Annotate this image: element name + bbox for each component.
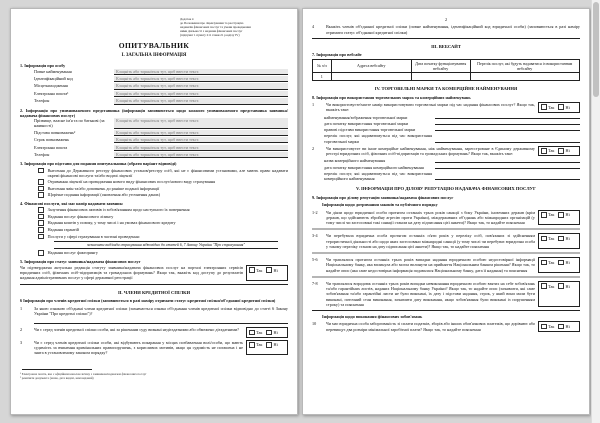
fill-in-label: перелік послуг, які надаватимуться під час використання комерційного найменування [324,170,432,182]
question-8-2 [312,146,580,157]
s4-heading: 4. Фінансові послуги, які має намір надавати заявник: [20,200,124,206]
question-8-1 [312,102,580,113]
text-input[interactable]: Клацніть або торкніться тут, щоб ввести текст. [114,137,288,143]
field-full-name [34,69,288,75]
yes-option[interactable] [249,330,262,336]
no-label: Ні [565,283,570,289]
checkbox[interactable] [38,192,44,198]
field-label: Підстава повноважень² [34,129,76,135]
appendix-line: (підпункт 1 пункту 211 глави 21 розділу IV) [180,33,240,37]
field-label: Місцезнаходження [34,83,68,89]
yes-checkbox[interactable] [541,148,547,154]
question-6-3 [20,340,288,356]
question-text: Чи перебувала юридична особа протягом останніх п'яти років у переліку осіб, пов'язаних зі здійсненням терористичної діяльності або щодо яких застосовано міжнародні санкції (у тому числі чи перебуває юридична особа у такому переліку станом на дату підписання цієї анкети)? Якщо так, то надайте пояснення [326,233,535,249]
question-number: 1-2 [312,209,318,215]
fill-in-row [324,127,580,132]
insurance-type-note: зазначити вид/види страхування відповідно до статей 6, 7 Закону України "Про страхування" [54,241,278,249]
text-input[interactable]: Клацніть або торкніться тут, щоб ввести текст. [114,145,288,151]
footnote-2: ² реквізити документа (назва, дата видачі, ким виданий) [20,376,94,381]
yes-no-box[interactable] [538,102,580,113]
question-number: 3 [20,339,23,345]
checkbox-item [38,250,288,256]
yes-option[interactable] [541,212,554,218]
footnote-1: ¹ Електронна пошта, яка є офіційним каналом зв'язку з заявником/надавачем фінансових послуг [20,372,147,377]
no-checkbox[interactable] [558,104,564,110]
no-option[interactable] [558,104,569,110]
checkbox-label: Надання послуг факторингу [47,249,98,255]
field-rep-term [34,137,288,143]
fill-in-row [324,115,580,120]
services-cell[interactable] [470,72,579,80]
checkbox-label: Надання гарантій [47,226,79,232]
yes-label: Так [548,324,555,330]
s7-heading: 7. Інформація про вебсайт [312,52,362,58]
yes-no-box[interactable] [246,265,288,281]
question-number: 1 [312,101,315,107]
field-rep-phone [34,152,288,158]
section-4-title: IV. ТОРГОВЕЛЬНІ МАРКИ ТА КОМЕРЦІЙНЕ НАЙМЕНУВАННЯ [374,85,518,91]
question-9-7-8 [312,281,580,307]
checkbox-label: Щорічне подання інформації (оновлення або уточнення даних) [47,192,161,198]
no-label: Ні [273,267,278,273]
question-separator [312,252,580,254]
checkbox[interactable] [38,250,44,256]
question-text: Чи використовуєте ви інше комерційне найменування, ніж найменування, зареєстроване в Єдиному державному реєстрі юридичних осіб, фізичних осіб-підприємців та громадських формувань? Якщо так, вкажіть таке: [326,145,535,157]
yes-checkbox[interactable] [541,104,547,110]
checkbox-label: Внесення змін та/або доповнень до раніше поданої інформації [47,185,160,191]
section-divider [20,284,288,285]
checkbox-item [38,220,288,226]
field-rep-email [34,145,288,151]
field-label: Електронна пошта¹ [34,90,69,96]
section-5-title: V. ІНФОРМАЦІЯ ПРО ДІЛОВУ РЕПУТАЦІЮ НАДАВАЧА ФІНАНСОВИХ ПОСЛУГ [356,186,536,192]
yes-no-box[interactable] [538,146,580,157]
fill-in-row [324,133,580,144]
checkbox-item [38,168,288,179]
yes-option[interactable] [541,283,554,289]
checkbox-label: Отримання ліцензії на провадження нового виду фінансових послуг/нового виду страхування [47,179,216,185]
yes-checkbox[interactable] [541,212,547,218]
no-checkbox[interactable] [558,283,564,289]
question-9-3-4 [312,233,580,249]
no-label: Ні [565,236,570,242]
checkbox[interactable] [38,168,44,174]
s6-heading: 6 Інформація про членів кредитної спілки (заповнюється в разі наміру отримати статус кредитної спілки/об'єднаної кредитної спілки) [20,298,276,304]
field-phone [34,98,288,104]
no-checkbox[interactable] [558,236,564,242]
checkbox-label: Внесення до Державного реєстру фінансових установ/реєстру осіб, які не є фінансовими установами, але мають право надавати окремі фінансові послуги та/або видачі ліцензії [47,167,288,178]
checkbox-item [38,214,288,220]
yes-option[interactable] [541,260,554,266]
s8-heading: 8. Інформація про використання торговельних марок та комерційних найменувань [312,94,471,100]
question-number: 3-4 [312,233,318,239]
page-2 [302,8,590,415]
question-number: 2 [312,145,315,151]
question-text: Чи є серед членів кредитної спілки особи, які за рішенням суду визнані недієздатними або обмежено дієздатними? [34,327,240,333]
checkbox-item [38,179,288,185]
question-text: За якою ознакою об'єднані члени кредитної спілки (зазначається ознака об'єднання членів кредитної спілки відповідно до статті 6 Закону України "Про кредитні спілки")? [34,305,288,316]
question-6-2 [20,327,288,338]
fill-in-label: назва комерційного найменування [324,158,386,164]
checkbox-item [38,207,288,213]
question-9-5-6 [312,257,580,273]
yes-label: Так [548,104,555,110]
yes-option[interactable] [541,324,554,330]
yes-option[interactable] [541,104,554,110]
yes-label: Так [256,267,263,273]
field-label: Телефон [34,152,50,158]
question-text: Чи траплялися протягом останніх трьох років випадки надання юридичною особою недостовірної інформації Національному банку, яка вплинула або могла вплинути на прийняття Національним банком рішення? Якщо так, то надайте опис (яка саме недостовірна інформація подавалася Національному банку, дата її надання) та пояснення [326,257,535,273]
text-input[interactable]: Клацніть або торкніться тут, щоб ввести текст. [114,91,288,97]
col-header-address: Адреса вебсайту [331,59,411,72]
no-option[interactable] [558,148,569,154]
yes-label: Так [548,148,555,154]
fill-in-line[interactable] [435,158,580,162]
yes-label: Так [548,283,555,289]
field-label: Повне найменування [34,68,72,74]
field-label: Електронна пошта [34,144,68,150]
field-label: Прізвище, власне ім'я та по батькові (за наявності) [34,118,105,129]
no-option[interactable] [266,330,277,336]
yes-checkbox[interactable] [541,324,547,330]
question-9-1-2 [312,210,580,226]
checkbox-label: Надання коштів у позику, у тому числі і на умовах фінансового кредиту [47,220,176,226]
no-checkbox[interactable] [558,260,564,266]
s9-sub2: Інформація щодо виконання фінансових зобов'язань [322,314,423,320]
appendix-line: надавачів фінансових послуг та умови провадження [180,25,251,29]
checkbox[interactable] [38,207,44,213]
question-text: Чи траплялися впродовж останніх трьох років випадки невиконання юридичною особою взятих на себе зобов'язань та/або гарантійних листів, наданих Національному банку України? Якщо так, то надайте опис (зазначити, які саме зобов'язання та/або гарантійні листи не були виконані, їх дату і підстави надання, строк, у який вони мали бути виконані, поточний стан виконання, зазначити дату виконання, якщо зобов'язання були виконані із порушенням строку) та пояснення [326,280,535,307]
question-separator [312,228,580,230]
address-cell[interactable] [331,72,411,80]
text-input[interactable]: Клацніть або торкніться тут, щоб ввести текст. [114,69,288,75]
yes-label: Так [256,329,263,335]
yes-checkbox[interactable] [541,283,547,289]
fill-in-row [324,121,580,126]
question-number: 2 [20,327,23,333]
checkbox[interactable] [38,186,44,192]
question-number: 10 [312,321,317,327]
no-option[interactable] [266,342,277,348]
fill-in-line[interactable] [435,171,580,181]
appendix-line: ними діяльності з надання фінансових послуг [180,29,243,33]
field-rep-basis [34,130,288,136]
s3-heading: 3. Інформація про підстави для подання опитувальника (обрати варіант відповіді) [20,161,177,167]
s9-sub1: Інформація щодо дотримання законів та публічного порядку [322,202,438,208]
fill-in-label: дата початку використання комерційного найменування [324,164,424,170]
yes-no-box[interactable] [538,257,580,273]
question-number: 7-8 [312,280,318,286]
s5-question [20,265,288,281]
document-title: ОПИТУВАЛЬНИК [118,41,190,50]
field-id-code [34,76,288,82]
question-6-1 [20,306,288,317]
no-label: Ні [565,148,570,154]
text-input[interactable]: Клацніть або торкніться тут, щоб ввести текст. [114,152,288,158]
no-label: Ні [273,342,278,348]
field-rep-name [34,118,288,129]
checkbox-item [38,186,288,192]
yes-checkbox[interactable] [249,330,255,336]
col-header-services: Перелік послуг, які будуть надаватися із використанням вебсайту [470,59,579,72]
appendix-line: Додаток 4 [180,17,194,21]
text-input[interactable]: Клацніть або торкніться тут, щоб ввести текст. [114,76,288,82]
website-table [312,59,580,81]
section-2-title: II. ЧЛЕНИ КРЕДИТНОЇ СПІЛКИ [117,289,191,295]
fill-in-row [324,171,580,182]
section-divider [312,310,580,311]
section-3-title: III. ВЕБСАЙТ [431,43,461,49]
no-checkbox[interactable] [266,342,272,348]
page-1 [10,8,298,415]
field-label: Телефон [34,98,50,104]
fill-in-label: правові підстави використання торговельної марки [324,127,416,133]
no-label: Ні [273,329,278,335]
yes-checkbox[interactable] [249,267,255,273]
fill-in-line[interactable] [435,165,580,169]
checkbox-item [38,227,288,233]
field-label: Строк повноважень [34,137,70,143]
yes-option[interactable] [541,236,554,242]
no-option[interactable] [266,267,277,273]
answer-line[interactable] [34,320,288,324]
yes-label: Так [256,342,263,348]
no-option[interactable] [558,236,569,242]
yes-option[interactable] [249,342,262,348]
question-text: Чи має юридична особа заборгованість зі сплати податків, зборів або інших обов'язкових платежів, що дорівнює або перевищує два розміри мінімальної заробітної плати? Якщо так, то надайте пояснення [326,321,535,332]
text-input[interactable]: Клацніть або торкніться тут, щоб ввести текст. [114,130,288,136]
s9-heading: 9. Інформація про ділову репутацію заявника/надавача фінансових послуг [312,195,454,201]
fill-in-label: дата початку використання торговельної марки [324,120,409,126]
checkbox-item [38,234,288,240]
no-checkbox[interactable] [558,324,564,330]
no-checkbox[interactable] [266,330,272,336]
question-number: 4 [312,24,315,30]
yes-checkbox[interactable] [541,260,547,266]
fill-in-line[interactable] [435,133,580,143]
question-number: 5-6 [312,257,318,263]
yes-checkbox[interactable] [249,342,255,348]
yes-label: Так [548,236,555,242]
no-checkbox[interactable] [266,267,272,273]
question-text: Чи є серед членів кредитної спілки особи, які відбувають покарання у місцях позбавлення волі/особи, що мають судимість за вчинення кримінальних правопорушень, з корисливих мотивів, якщо ця судимість не погашена і не знята в установленому законом порядку? [34,339,243,356]
text-input[interactable]: Клацніть або торкніться тут, щоб ввести текст. [114,83,288,89]
page-number: 2 [444,17,448,22]
field-email [34,91,288,97]
text-input[interactable]: Клацніть або торкніться тут, щоб ввести текст. [114,118,288,129]
date-cell[interactable] [411,72,470,80]
appendix-reference [180,17,288,37]
footnote-divider [22,369,92,370]
checkbox-label: Залучення фінансових активів із зобов'язанням щодо наступного їх повернення [47,207,190,213]
text-input[interactable]: Клацніть або торкніться тут, щоб ввести текст. [114,98,288,104]
no-option[interactable] [558,260,569,266]
fill-in-line[interactable] [435,115,580,119]
no-option[interactable] [558,212,569,218]
yes-no-box[interactable] [538,210,580,226]
s5-heading: 5. Інформація про статус заявника/надавача фінансових послуг [20,258,141,264]
row-number-cell: 1 [313,72,332,80]
vertical-scrollbar[interactable] [591,0,600,423]
question-separator [312,276,580,278]
no-label: Ні [565,104,570,110]
no-option[interactable] [558,283,569,289]
checkbox[interactable] [38,214,44,220]
fill-in-line[interactable] [435,121,580,125]
checkbox[interactable] [38,220,44,226]
s2-heading: 2. Інформація про уповноваженого представника (інформація заповнюється щодо кожного уповноваженого представника заявника/надавача фінансових послуг) [20,107,288,118]
checkbox-item [38,192,288,198]
field-label: Ідентифікаційний код [34,76,73,82]
yes-no-box[interactable] [538,281,580,307]
question-text: Чи діяли щодо юридичної особи протягом останніх трьох років санкції з боку України, іноземних держав (крім держав, що здійснюють збройну агресію проти України), міждержавних об'єднань або міжнародних організацій (у тому числі чи застосовані такі санкції станом на дату підписання цієї анкети)? Якщо так, то надайте пояснення [326,209,535,226]
no-option[interactable] [558,324,569,330]
fill-in-row [324,165,580,170]
no-checkbox[interactable] [558,212,564,218]
no-label: Ні [565,259,570,265]
no-label: Ні [565,212,570,218]
appendix-line: до Положення про ліцензування та реєстрацію [180,21,244,25]
table-header-row [313,59,580,72]
scrollbar-thumb[interactable] [593,2,599,97]
yes-no-box[interactable] [538,321,580,332]
fill-in-label: найменування/зображення торговельної марки [324,114,408,120]
checkbox[interactable] [38,179,44,185]
fill-in-line[interactable] [435,127,580,131]
yes-no-box[interactable] [246,327,288,338]
question-text: Вкажіть членів об'єднаної кредитної спілки (повне найменування, ідентифікаційний код юридичної особи) (заповнюється в разі наміру отримати статус об'єднаної кредитної спілки) [326,24,580,35]
no-checkbox[interactable] [558,148,564,154]
yes-option[interactable] [249,267,262,273]
checkbox[interactable] [38,234,44,240]
fill-in-label: перелік послуг, які надаватимуться під час використання торговельної марки [324,133,432,144]
yes-label: Так [548,212,555,218]
yes-checkbox[interactable] [541,236,547,242]
yes-option[interactable] [541,148,554,154]
question-number: 1 [20,305,23,311]
yes-no-box[interactable] [246,340,288,356]
no-label: Ні [565,324,570,330]
field-location [34,83,288,89]
question-text: Чи підтверджена актуальна редакція статуту заявника/надавача фінансових послуг на порталі електронних сервісів юридичних осіб, фізичних осіб-підприємців та громадських формувань? Якщо так, вкажіть код доступу до результатів надання адміністративних послуг у сфері державної реєстрації [20,264,243,281]
checkbox[interactable] [38,227,44,233]
col-header-date: Дата початку функціонування вебсайту [411,59,470,72]
table-row [313,72,580,80]
question-text: Чи використовуєте/маєте намір використовувати торговельні марки під час надання фінансових послуг? Якщо так, вкажіть таке: [326,101,535,113]
yes-no-box[interactable] [538,233,580,249]
checkbox-label: Надання послуг фінансового лізингу [47,213,114,219]
section-divider [312,38,580,39]
s1-heading: 1. Інформація про особу [20,63,66,69]
section-1-title: I. ЗАГАЛЬНА ІНФОРМАЦІЯ [121,53,187,59]
fill-in-row [324,158,580,163]
question-9-10 [312,321,580,332]
yes-label: Так [548,259,555,265]
checkbox-label: Послуги у сфері страхування в частині проведення: [47,233,140,239]
question-6-4 [312,24,580,35]
col-header-num: № з/п [313,59,332,72]
